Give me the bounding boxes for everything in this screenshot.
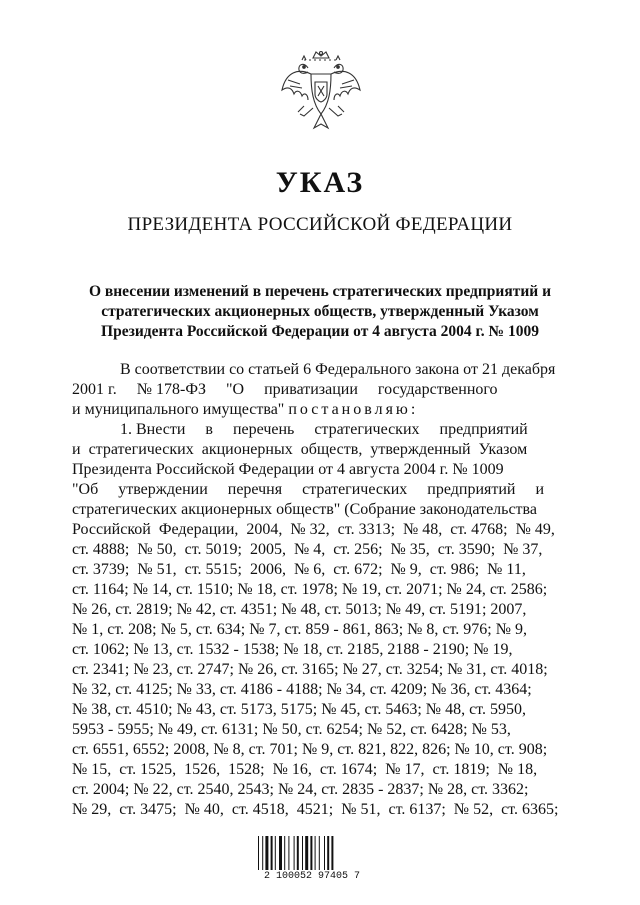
barcode-bar [294, 836, 295, 870]
document-heading [72, 282, 568, 342]
barcode-bar [310, 836, 312, 870]
item1-line: 1. Внести в перечень стратегических предприятий [120, 421, 528, 438]
heading-line: О внесении изменений в перечень стратегических предприятий и [88, 283, 552, 300]
item1-line: ст. 2341; № 23, ст. 2747; № 26, ст. 3165; № 27, ст. 3254; № 31, ст. 4018; [72, 661, 548, 678]
item1-line: 5953 - 5955; № 49, ст. 6131; № 50, ст. 6254; № 52, ст. 6428; № 53, [72, 721, 511, 738]
barcode-bar [288, 836, 289, 870]
barcode-bar [331, 836, 333, 870]
coat-of-arms-icon [278, 50, 364, 140]
item1-line: № 15, ст. 1525, 1526, 1528; № 16, ст. 1674; № 17, ст. 1819; № 18, [72, 761, 538, 778]
item1-line: ст. 4888; № 50, ст. 5019; 2005, № 4, ст. 256; № 35, ст. 3590; № 37, [72, 541, 543, 558]
item1-line: ст. 1062; № 13, ст. 1532 - 1538; № 18, ст. 2185, 2188 - 2190; № 19, [72, 641, 513, 658]
item1-line: № 1, ст. 208; № 5, ст. 634; № 7, ст. 859 - 861, 863; № 8, ст. 976; № 9, [72, 621, 527, 638]
item1-line: № 38, ст. 4510; № 43, ст. 5173, 5175; № 45, ст. 5463; № 48, ст. 5950, [72, 701, 526, 718]
barcode-bar [324, 836, 325, 870]
item1-line: ст. 6551, 6552; 2008, № 8, ст. 701; № 9, ст. 821, 822, 826; № 10, ст. 908; [72, 741, 548, 758]
barcode-bar [319, 836, 320, 870]
barcode-bar [271, 836, 273, 870]
document-title: УКАЗ [275, 166, 365, 199]
item1-line: № 32, ст. 4125; № 33, ст. 4186 - 4188; № 34, ст. 4209; № 36, ст. 4364; [72, 681, 532, 698]
barcode-number: 2 100052 97405 7 [263, 871, 360, 882]
document-subtitle: ПРЕЗИДЕНТА РОССИЙСКОЙ ФЕДЕРАЦИИ [127, 214, 513, 235]
barcode-bar [302, 836, 303, 870]
heading-line: стратегических акционерных обществ, утвержденный Указом [101, 303, 539, 320]
heading-line: Президента Российской Федерации от 4 августа 2004 г. № 1009 [101, 323, 539, 340]
barcode-bar [279, 836, 282, 870]
decree-verb: постановляю: [288, 401, 419, 418]
barcode-bar [265, 836, 268, 870]
item1-line: № 26, ст. 2819; № 42, ст. 4351; № 48, ст. 5013; № 49, ст. 5191; 2007, [72, 601, 527, 618]
preamble-line: В соответствии со статьей 6 Федерального закона от 21 декабря [120, 361, 556, 378]
item1-line: Президента Российской Федерации от 4 августа 2004 г. № 1009 [72, 461, 504, 478]
item1-line: стратегических акционерных обществ" (Собрание законодательства [72, 501, 537, 518]
document-body [72, 360, 570, 820]
barcode-bar [327, 836, 329, 870]
item1-line: "Об утверждении перечня стратегических предприятий и [72, 481, 545, 498]
item1-line: ст. 2004; № 22, ст. 2540, 2543; № 24, ст. 2835 - 2837; № 28, ст. 3362; [72, 781, 529, 798]
item1-line: № 29, ст. 3475; № 40, ст. 4518, 4521; № 51, ст. 6137; № 52, ст. 6365; [72, 801, 559, 818]
item1-line: и стратегических акционерных обществ, утвержденный Указом [72, 441, 528, 458]
item1-line: Российской Федерации, 2004, № 32, ст. 3313; № 48, ст. 4768; № 49, [72, 521, 555, 538]
barcode-bar [262, 836, 263, 870]
barcode-bar [297, 836, 299, 870]
barcode [256, 836, 368, 876]
preamble-line [72, 400, 570, 420]
barcode-bar [305, 836, 308, 870]
barcode-bar [258, 836, 259, 870]
preamble-line: 2001 г. № 178-ФЗ "О приватизации государственного [72, 381, 498, 398]
item1-line: ст. 3739; № 51, ст. 5515; 2006, № 6, ст. 672; № 9, ст. 986; № 11, [72, 561, 526, 578]
barcode-bar [275, 836, 276, 870]
preamble-text: и муниципального имущества" [72, 401, 285, 418]
item1-line: ст. 1164; № 14, ст. 1510; № 18, ст. 1978; № 19, ст. 2071; № 24, ст. 2586; [72, 581, 548, 598]
barcode-bar [315, 836, 316, 870]
barcode-bar [284, 836, 285, 870]
